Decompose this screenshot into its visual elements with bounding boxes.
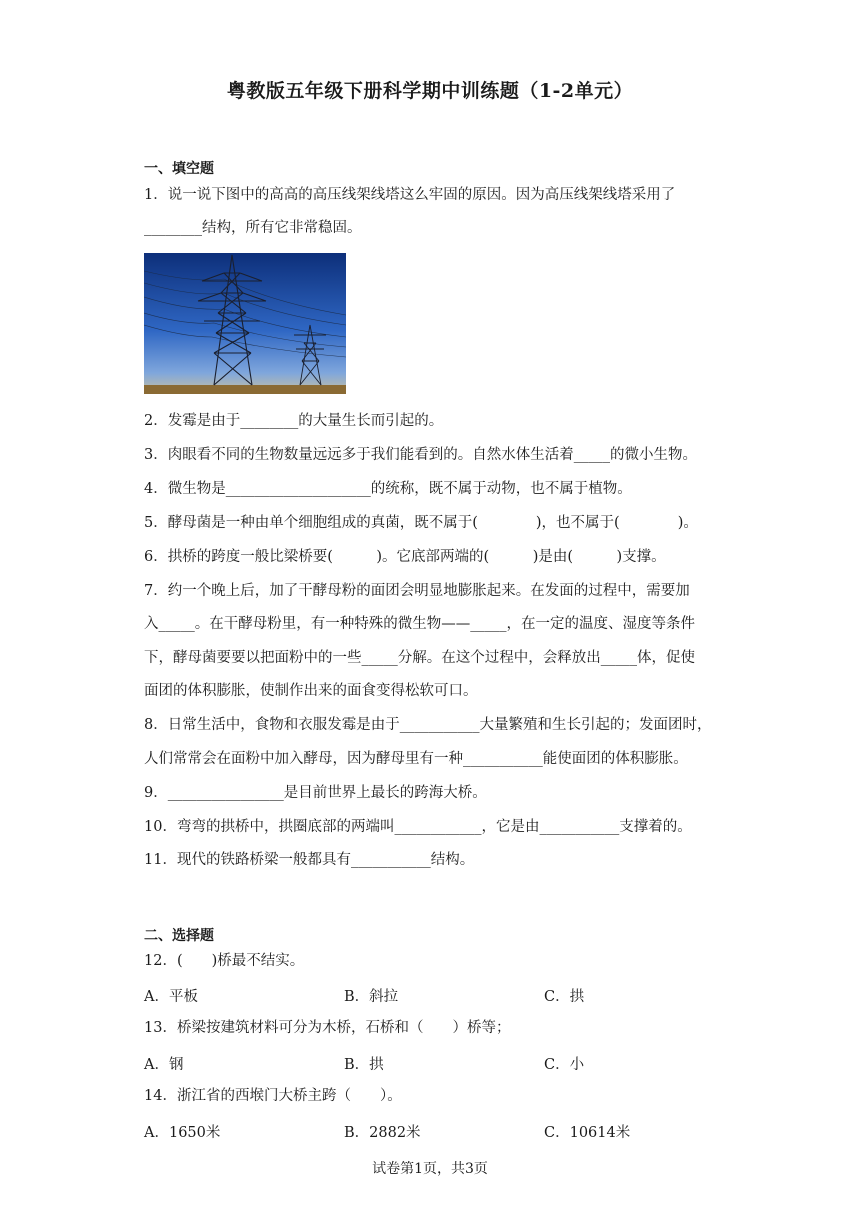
question-12-option-c[interactable]: C．拱: [544, 989, 585, 1005]
question-6: 6．拱桥的跨度一般比梁桥要( )。它底部两端的( )是由( )支撑。: [144, 549, 666, 565]
section-fill-blank-heading: 一、填空题: [144, 161, 214, 177]
question-14-stem: 14．浙江省的西堠门大桥主跨（ ）。: [144, 1088, 402, 1104]
question-3: 3．肉眼看不同的生物数量远远多于我们能看到的。自然水体生活着_____的微小生物。: [144, 447, 697, 463]
question-13-option-a[interactable]: A．钢: [144, 1057, 184, 1073]
question-11: 11．现代的铁路桥梁一般都具有___________结构。: [144, 852, 475, 868]
question-9: 9．________________是目前世界上最长的跨海大桥。: [144, 785, 487, 801]
question-7-line-4: 面团的体积膨胀，使制作出来的面食变得松软可口。: [144, 683, 478, 699]
question-4: 4．微生物是____________________的统称，既不属于动物，也不属于植物。: [144, 481, 632, 497]
question-12-option-b[interactable]: B．斜拉: [344, 989, 399, 1005]
question-12-stem: 12．( )桥最不结实。: [144, 953, 305, 969]
question-13-option-c[interactable]: C．小: [544, 1057, 585, 1073]
question-1-line-1: 1．说一说下图中的高高的高压线架线塔这么牢固的原因。因为高压线架线塔采用了: [144, 187, 676, 203]
power-tower-illustration: [144, 253, 346, 394]
power-tower-photo: [144, 253, 346, 394]
question-1-line-2: ________结构，所有它非常稳固。: [144, 220, 362, 236]
question-13-option-b[interactable]: B．拱: [344, 1057, 384, 1073]
question-7-line-1: 7．约一个晚上后，加了干酵母粉的面团会明显地膨胀起来。在发面的过程中，需要加: [144, 583, 690, 599]
question-14-options: [144, 1121, 724, 1143]
question-12-options: [144, 985, 724, 1007]
page-title: 粤教版五年级下册科学期中训练题（1-2单元）: [226, 80, 634, 102]
question-12-option-a[interactable]: A．平板: [144, 989, 198, 1005]
question-13-options: [144, 1053, 724, 1075]
question-7-line-2: 入_____。在干酵母粉里，有一种特殊的微生物——_____，在一定的温度、湿度等条件: [144, 616, 695, 632]
question-14-option-c[interactable]: C．10614米: [544, 1125, 631, 1141]
question-14-option-b[interactable]: B．2882米: [344, 1125, 421, 1141]
question-5: 5．酵母菌是一种由单个细胞组成的真菌，既不属于( )，也不属于( )。: [144, 515, 698, 531]
question-7-line-3: 下，酵母菌要要以把面粉中的一些_____分解。在这个过程中，会释放出_____体，促使: [144, 650, 695, 666]
section-choice-heading: 二、选择题: [144, 928, 214, 944]
question-8-line-1: 8．日常生活中，食物和衣服发霉是由于___________大量繁殖和生长引起的；发面团时，: [144, 717, 712, 733]
page-footer: 试卷第1页，共3页: [372, 1161, 488, 1177]
question-2: 2．发霉是由于________的大量生长而引起的。: [144, 413, 444, 429]
question-10: 10．弯弯的拱桥中，拱圈底部的两端叫____________，它是由___________支撑着的。: [144, 819, 692, 835]
question-14-option-a[interactable]: A．1650米: [144, 1125, 221, 1141]
question-8-line-2: 人们常常会在面粉中加入酵母，因为酵母里有一种___________能使面团的体积膨胀。: [144, 751, 688, 767]
question-13-stem: 13．桥梁按建筑材料可分为木桥，石桥和（ ）桥等；: [144, 1020, 511, 1036]
